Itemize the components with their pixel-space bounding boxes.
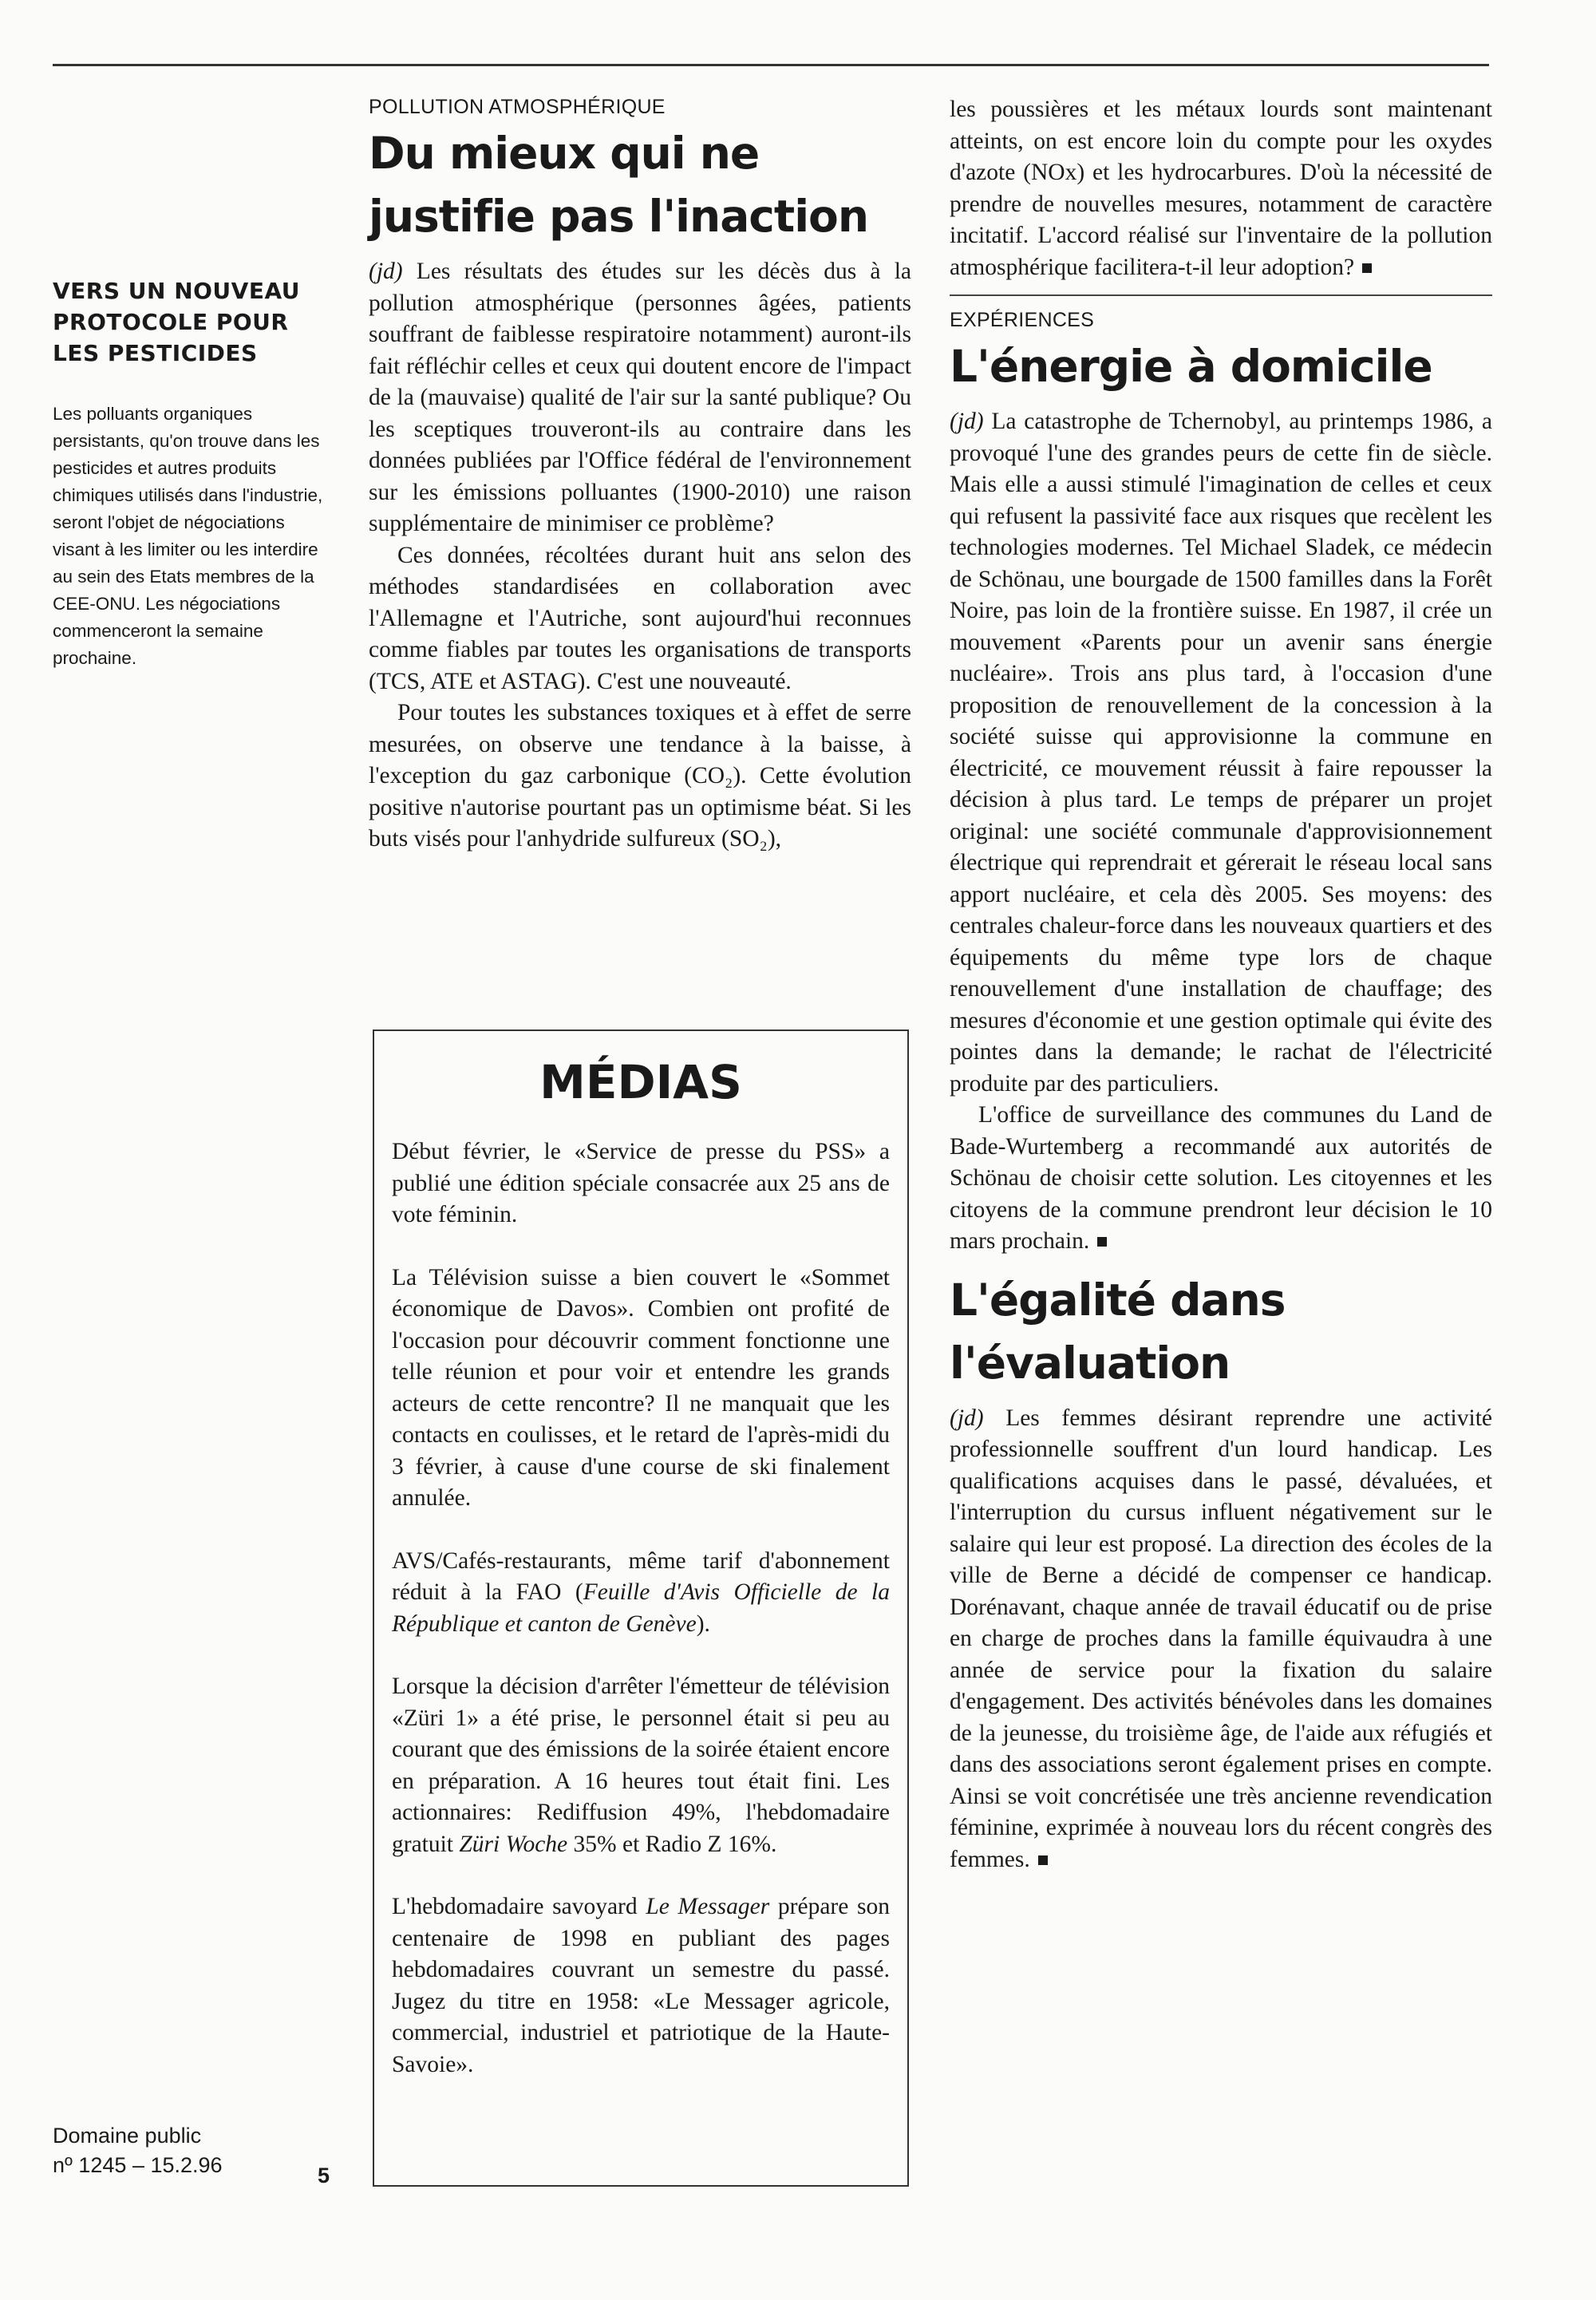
end-mark-icon (1362, 263, 1372, 273)
sidebar-box (53, 275, 332, 672)
medias-text: 35% et Radio Z 16%. (567, 1831, 777, 1857)
medias-italic: Feuille d'Avis Officielle de la République et canton de Genève (392, 1579, 890, 1637)
paragraph-text: Les résultats des études sur les décès dus à la pollution atmosphérique (personnes âgées, patients souffrant de faiblesse respiratoire notamment) auront-ils fait réfléchir celles et ceux qui doutent encore de l'impact de la (mauvaise) qualité de l'air sur la santé publique? Ou les sceptiques trouveront-ils au contraire dans les données publiées par l'Office fédéral de l'environnement sur les émissions polluantes (1900-2010) une raison supplémentaire de minimiser ce problème? (369, 259, 911, 536)
article-paragraph: Pour toutes les substances toxiques et à effet de serre mesurées, on observe une tendance à la baisse, à l'exception du gaz carbonique (CO₂). Cette évolution positive n'autorise pourtant pas un optimisme béat. Si les buts visés pour l'anhydride sulfureux (SO₂), (369, 700, 911, 852)
medias-item (392, 1891, 890, 2081)
medias-text: AVS/Cafés-restaurants, même tarif d'abonnement réduit à la FAO ( (392, 1547, 890, 1605)
medias-item (392, 1546, 890, 1641)
medias-text: Lorsque la décision d'arrêter l'émetteur de télévision «Züri 1» a été prise, le personnel était si peu au courant que des émissions de la soirée étaient encore en préparation. A 16 heures tout était fini. Les actionnaires: Rediffusion 49%, l'hebdomadaire gratuit (392, 1674, 890, 1857)
medias-item (392, 1671, 890, 1860)
medias-text: L'hebdomadaire savoyard (392, 1894, 646, 1919)
article-energie (950, 309, 1492, 1258)
medias-item: Début février, le «Service de presse du PSS» a publié une édition spéciale consacrée aux 25 ans de vote féminin. (392, 1139, 890, 1227)
medias-italic: Le Messager (646, 1894, 770, 1919)
issue-info: nº 1245 – 15.2.96 (53, 2153, 223, 2177)
article-headline: L'égalité dans l'évaluation (950, 1274, 1286, 1389)
paragraph-text: Les femmes désirant reprendre une activité professionnelle souffrent d'un lourd handicap. Les qualifications acquises dans le passé, dévaluées, et l'interruption du cursus influent négativement sur le salaire qui leur est proposé. La direction des écoles de la ville de Berne a décidé de compenser ce handicap. Dorénavant, chaque année de travail éducatif ou de prise en charge de proches dans la famille équivaudra à une année de service pour la fixation du salaire d'engagement. Des activités bénévoles dans les domaines de la jeunesse, du troisième âge, de l'aide aux réfugiés et dans des associations seront également prises en compte. Ainsi se voit concrétisée une très ancienne revendication féminine, exprimée à nouveau lors du récent congrès des femmes. (950, 1405, 1492, 1872)
right-column (950, 94, 1492, 1875)
paragraph-text: La catastrophe de Tchernobyl, au printemps 1986, a provoqué l'une des grandes peurs de cette fin de siècle. Mais elle a aussi stimulé l'imagination de celles et ceux qui refusent la passivité face aux risques que recèlent les technologies modernes. Tel Michael Sladek, ce médecin de Schönau, une bourgade de 1500 familles dans la Forêt Noire, pas loin de la frontière suisse. En 1987, il crée un mouvement «Parents pour un avenir sans énergie nucléaire». Trois ans plus tard, à l'occasion d'une proposition de renouvellement de la concession à la société suisse qui approvisionne la commune en électricité, ce mouvement réussit à faire repousser la décision à plus tard. Le temps de préparer un projet original: une société communale d'approvisionnement électrique qui reprendrait et gérerait le réseau local sans apport nucléaire, et cela dès 2005. Ses moyens: des centrales chaleur-force dans les nouveaux quartiers et des équipements du même type lors de chaque renouvellement d'une installation de chauffage; des mesures d'économie et une gestion optimale qui évite des pointes dans la demande; le rachat de l'électricité produite par des particuliers. (950, 409, 1492, 1097)
article-paragraph (369, 256, 911, 540)
author-signature: (jd) (950, 1405, 984, 1431)
medias-text: prépare son centenaire de 1998 en publiant des pages hebdomadaires couvrant un semestre du passé. Jugez du titre en 1958: «Le Messager agricole, commercial, industriel et patriotique de la Haute-Savoie». (392, 1894, 891, 2077)
author-signature: (jd) (369, 259, 403, 284)
medias-title: MÉDIAS (539, 1055, 742, 1109)
top-rule (53, 64, 1489, 66)
article-divider (950, 294, 1492, 296)
page-footer (53, 2121, 340, 2180)
medias-item: La Télévision suisse a bien couvert le «Sommet économique de Davos». Combien ont profité de l'occasion pour découvrir comment fonctionne une telle réunion et pour voir et entendre les grands acteurs de cette rencontre? Il ne manquait que les contacts en coulisses, et le retard de l'après-midi du 3 février, à cause d'une course de ski finalement annulée. (392, 1264, 890, 1511)
end-mark-icon (1097, 1237, 1107, 1247)
article-kicker: EXPÉRIENCES (950, 309, 1095, 331)
sidebar-title: VERS UN NOUVEAU PROTOCOLE POUR LES PESTICIDES (53, 278, 301, 366)
article-kicker: POLLUTION ATMOSPHÉRIQUE (369, 96, 666, 118)
paragraph-text: L'office de surveillance des communes du Land de Bade-Wurtemberg a recommandé aux autorités de Schönau de choisir cette solution. Les citoyennes et les citoyens de la commune prendront leur décision le 10 mars prochain. (950, 1102, 1492, 1254)
author-signature: (jd) (950, 409, 984, 434)
medias-text: ). (696, 1610, 710, 1637)
article-paragraph: Ces données, récoltées durant huit ans selon des méthodes standardisées en collaboration avec l'Allemagne et l'Autriche, sont aujourd'hui reconnues comme fiables par toutes les organisations de transports (TCS, ATE et ASTAG). C'est une nouveauté. (369, 542, 911, 694)
article-egalite (950, 1269, 1492, 1876)
sidebar-text: Les polluants organiques persistants, qu'on trouve dans les pesticides et autres produits chimiques utilisés dans l'industrie, seront l'objet de négociations visant à les limiter ou les interdire au sein des Etats membres de la CEE-ONU. Les négociations commenceront la semaine prochaine. (53, 404, 323, 668)
medias-italic: Züri Woche (459, 1831, 568, 1857)
article-paragraph (950, 1100, 1492, 1258)
end-mark-icon (1038, 1855, 1048, 1865)
page-number: 5 (318, 2164, 330, 2187)
article-headline: L'énergie à domicile (950, 341, 1432, 392)
article-headline: Du mieux qui ne justifie pas l'inaction (369, 128, 868, 242)
article-continuation (950, 94, 1492, 283)
continuation-text: les poussières et les métaux lourds sont maintenant atteints, on est encore loin du compte pour les oxydes d'azote (NOx) et les hydrocarbures. D'où la nécessité de prendre de nouvelles mesures, notamment de caractère incitatif. L'accord réalisé sur l'inventaire de la pollution atmosphérique facilitera-t-il leur adoption? (950, 97, 1492, 280)
medias-box (373, 1029, 909, 2187)
article-pollution (369, 96, 911, 856)
article-paragraph (950, 1403, 1492, 1876)
publication-name: Domaine public (53, 2124, 202, 2148)
article-paragraph (950, 406, 1492, 1100)
